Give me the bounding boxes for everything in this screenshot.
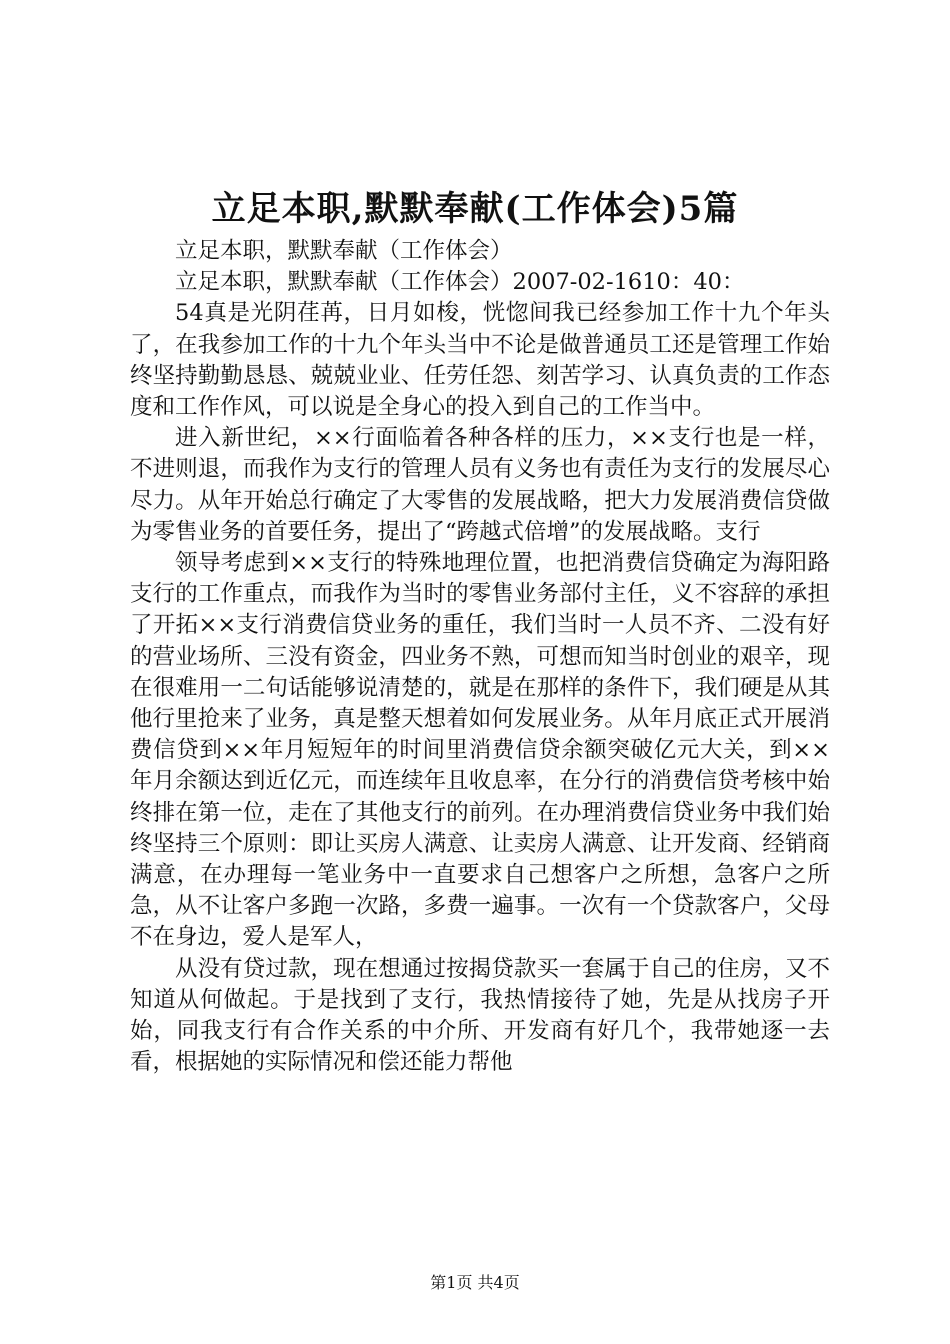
subtitle-line-1: 立足本职，默默奉献（工作体会） <box>175 238 513 264</box>
paragraph-2: 进入新世纪，××行面临着各种各样的压力，××支行也是一样，不进则退，而我作为支行的管理人员有义务也有责任为支行的发展尽心尽力。从年开始总行确定了大零售的发展战略，把大力发展消费信贷做为零售业务的首要任务，提出了“跨越式倍增”的发展战略。支行 <box>130 425 830 545</box>
document-body <box>130 236 830 1078</box>
document-title: 立足本职,默默奉献(工作体会)5篇 <box>211 189 739 229</box>
subtitle-line-2: 立足本职，默默奉献（工作体会）2007-02-1610：40： <box>175 269 745 296</box>
page-footer: 第1页 共4页 <box>430 1273 520 1292</box>
paragraph-3: 领导考虑到××支行的特殊地理位置，也把消费信贷确定为海阳路支行的工作重点，而我作为当时的零售业务部付主任，义不容辞的承担了开拓××支行消费信贷业务的重任，我们当时一人员不齐、二没有好的营业场所、三没有资金，四业务不熟，可想而知当时创业的艰辛，现在很难用一二句话能够说清楚的，就是在那样的条件下，我们硬是从其他行里抢来了业务，真是整天想着如何发展业务。从年月底正式开展消费信贷到××年月短短年的时间里消费信贷余额突破亿元大关，到××年月余额达到近亿元，而连续年且收息率，在分行的消费信贷考核中始终排在第一位，走在了其他支行的前列。在办理消费信贷业务中我们始终坚持三个原则：即让买房人满意、让卖房人满意、让开发商、经销商满意，在办理每一笔业务中一直要求自己想客户之所想，急客户之所急，从不让客户多跑一次路，多费一遍事。一次有一个贷款客户，父母不在身边，爱人是军人， <box>130 550 830 951</box>
paragraph-1: 54真是光阴荏苒，日月如梭，恍惚间我已经参加工作十九个年头了，在我参加工作的十九个年头当中不论是做普通员工还是管理工作始终坚持勤勤恳恳、兢兢业业、任劳任怨、刻苦学习、认真负责的工作态度和工作作风，可以说是全身心的投入到自己的工作当中。 <box>130 300 830 421</box>
paragraph-4: 从没有贷过款，现在想通过按揭贷款买一套属于自己的住房，又不知道从何做起。于是找到了支行，我热情接待了她，先是从找房子开始，同我支行有合作关系的中介所、开发商有好几个，我带她逐一去看，根据她的实际情况和偿还能力帮他 <box>130 955 830 1076</box>
